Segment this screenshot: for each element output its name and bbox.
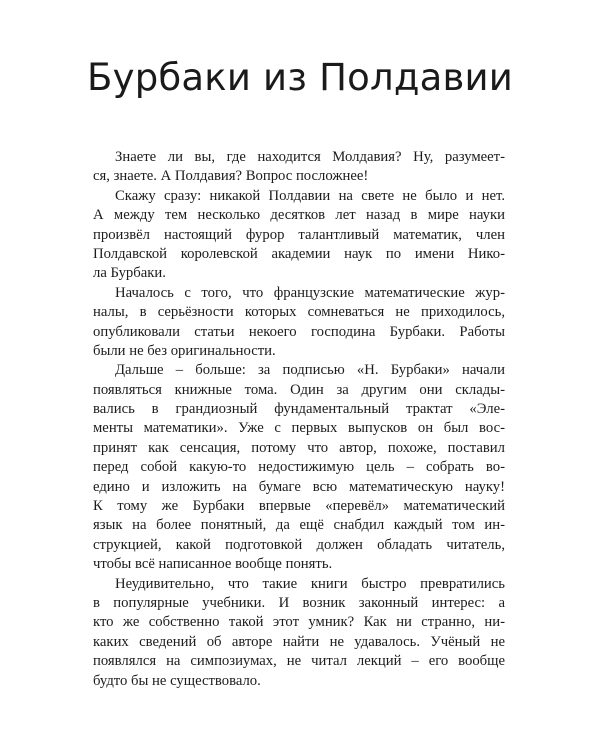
text-line: Дальше – больше: за подписью «Н. Бурбаки» начали (115, 362, 505, 379)
text-line: Знаете ли вы, где находится Молдавия? Ну, разумеет- (115, 149, 505, 165)
text-line: ла Бурбаки. (93, 265, 166, 282)
paragraph (93, 187, 505, 284)
text-line: появляться книжные тома. Один за другим они склады- (93, 381, 505, 398)
paragraph (93, 575, 505, 691)
text-line: чтобы всё написанное вообще понять. (93, 556, 333, 573)
text-line: вались в грандиозный фундаментальный трактат «Эле- (93, 401, 505, 418)
text-line: произвёл настоящий фурор талантливый математик, член (93, 226, 505, 243)
text-line: Неудивительно, что такие книги быстро превратились (115, 575, 505, 592)
chapter-title: Бурбаки из Полдавии (87, 56, 513, 99)
text-line: каких сведений об авторе найти не удавалось. Учёный не (93, 633, 505, 650)
paragraph (93, 284, 505, 362)
text-line: принят как сенсация, потому что автор, похоже, поставил (93, 439, 505, 456)
text-line: А между тем несколько десятков лет назад в мире науки (93, 207, 505, 224)
text-line: в популярные учебники. И возник законный интерес: а (93, 594, 505, 611)
paragraph (93, 148, 505, 187)
text-line: кто же собственно такой этот умник? Как ни странно, ни- (93, 614, 505, 631)
text-line: струкцией, какой подготовкой должен обладать читатель, (93, 536, 505, 553)
text-line: налы, в серьёзности которых сомневаться не приходилось, (93, 304, 505, 321)
paragraph (93, 361, 505, 574)
chapter-body (93, 148, 505, 691)
text-line: перед собой какую-то недостижимую цель – собрать во- (93, 459, 505, 476)
text-line: К тому же Бурбаки впервые «перевёл» математический (93, 498, 505, 515)
text-line: Скажу сразу: никакой Полдавии на свете не было и нет. (115, 187, 505, 204)
text-line: едино и изложить на бумаге всю математическую науку! (93, 478, 505, 495)
text-line: были не без оригинальности. (93, 342, 276, 359)
text-line: опубликовали статьи некоего господина Бурбаки. Работы (93, 323, 505, 340)
text-line: Полдавской королевской академии наук по имени Нико- (93, 245, 505, 262)
text-line: Началось с того, что французские математические жур- (115, 284, 505, 301)
text-line: ся, знаете. А Полдавия? Вопрос посложнее! (93, 168, 369, 185)
text-line: язык на более понятный, да ещё снабдил каждый том ин- (93, 517, 505, 534)
text-line: менты математики». Уже с первых выпусков он был вос- (93, 420, 505, 437)
text-line: будто бы не существовало. (93, 672, 261, 689)
text-line: появлялся на симпозиумах, не читал лекций – его вообще (93, 653, 505, 670)
